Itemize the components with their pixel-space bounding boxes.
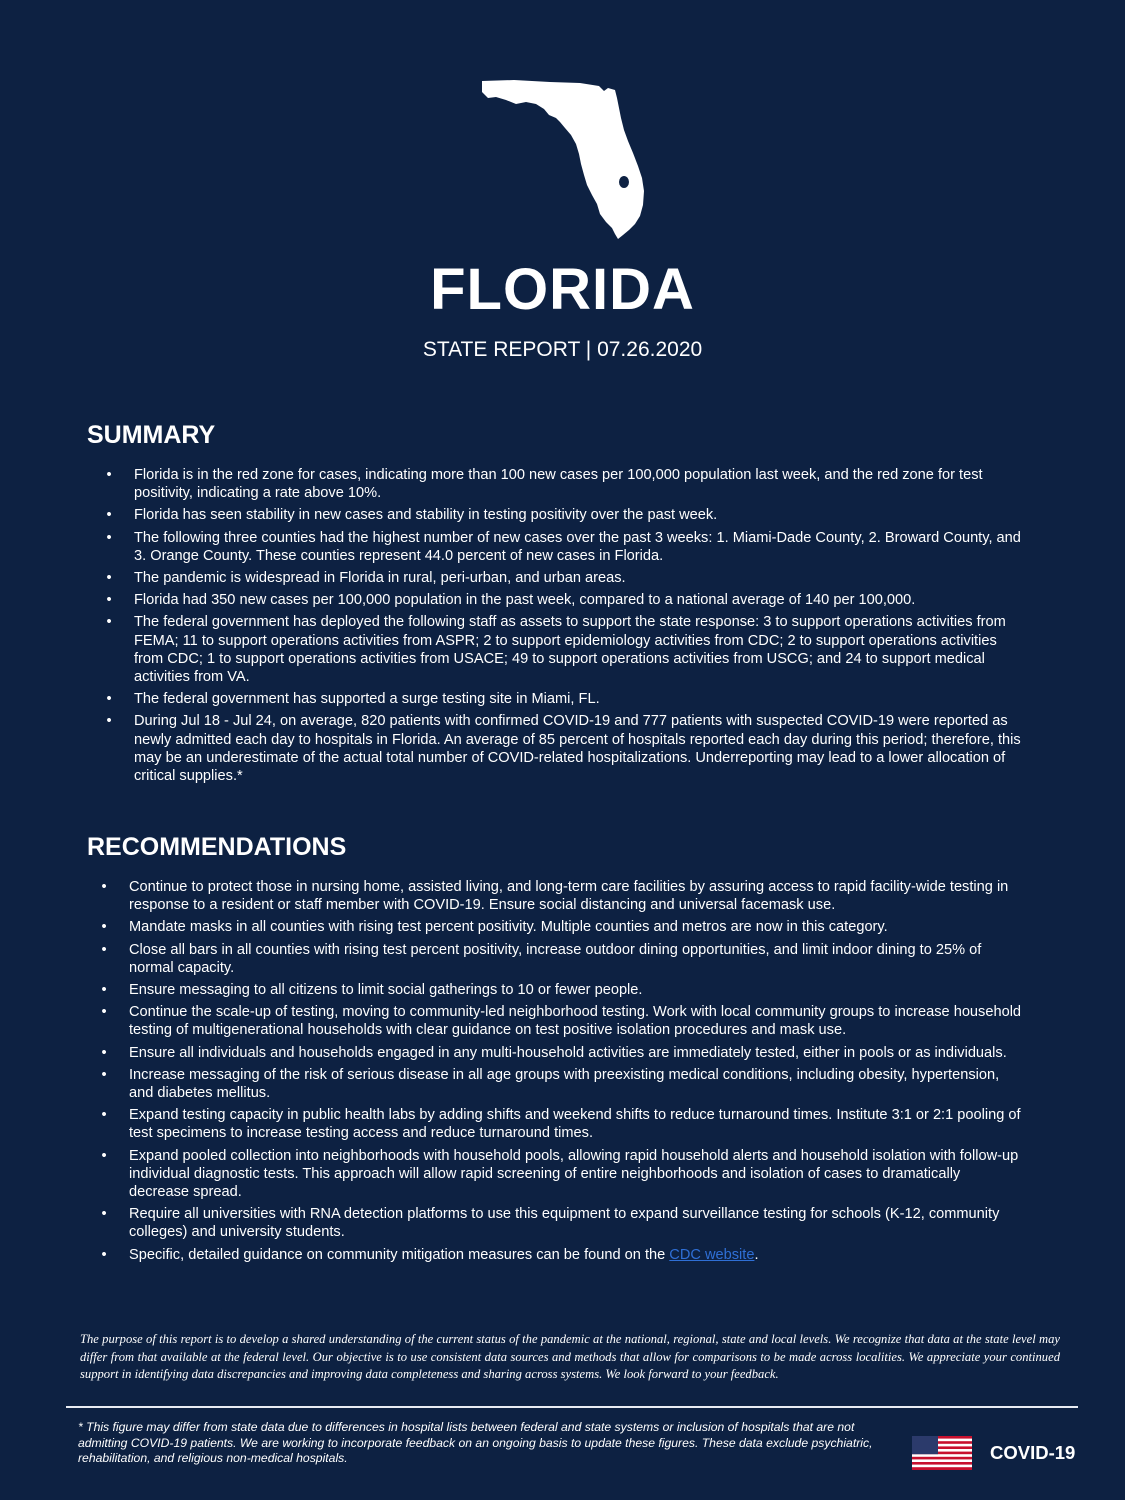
list-item bbox=[104, 569, 1024, 587]
bullet-icon: • bbox=[101, 1004, 107, 1021]
bullet-icon: • bbox=[106, 467, 112, 483]
list-item bbox=[99, 1246, 1024, 1264]
list-item bbox=[104, 690, 1024, 708]
recommendation-item-end: . bbox=[754, 1246, 759, 1263]
recommendation-item-text: Expand pooled collection into neighborhoods with household pools, allowing rapid household alerts and household isolation with follow-up individual diagnostic tests. This approach will allow rapid screening of entire neighborhoods and isolation of cases to dramatically decrease spread. bbox=[129, 1147, 1019, 1201]
bullet-icon: • bbox=[101, 1044, 107, 1061]
bullet-icon: • bbox=[106, 570, 112, 587]
summary-item-text: The federal government has deployed the following staff as assets to support the state response: 3 to support operations activities from FEMA; 11 to support operations activities from ASPR; 2 to support epidemiology activities from CDC; 2 to support operations activities from CDC; 1 to support operations activities from USACE; 49 to support operations activities from USCG; and 24 to support medical activities from VA. bbox=[134, 614, 1006, 686]
recommendations-heading: RECOMMENDATIONS bbox=[87, 833, 347, 861]
report-subtitle: STATE REPORT | 07.26.2020 bbox=[422, 338, 703, 361]
summary-item-text: Florida has seen stability in new cases and stability in testing positivity over the past week. bbox=[134, 507, 718, 524]
bullet-icon: • bbox=[106, 592, 112, 609]
list-item bbox=[104, 712, 1024, 785]
cdc-website-link[interactable]: CDC website bbox=[669, 1246, 755, 1263]
report-purpose-statement: The purpose of this report is to develop a shared understanding of the current status of the pandemic at the national, regional, state and local levels. We recognize that data at the state level may differ from that available at the federal level. Our objective is to use consistent data sources and methods that allow for comparisons to be made across localities. We appreciate your continued support in identifying data discrepancies and improving data completeness and sharing across systems. We look forward to your feedback. bbox=[80, 1332, 1060, 1381]
recommendation-item-text: Close all bars in all counties with rising test percent positivity, increase outdoor dining opportunities, and limit indoor dining to 25% of normal capacity. bbox=[129, 941, 982, 976]
bullet-icon: • bbox=[101, 1206, 107, 1223]
recommendation-item-text: Continue the scale-up of testing, moving to community-led neighborhood testing. Work with local community groups to increase household testing of multigenerational households with clear guidance on test positive isolation procedures and mask use. bbox=[129, 1004, 1022, 1039]
bullet-icon: • bbox=[106, 529, 112, 546]
bullet-icon: • bbox=[106, 614, 112, 631]
bullet-icon: • bbox=[106, 507, 112, 524]
bullet-icon: • bbox=[101, 1066, 107, 1083]
summary-item-text: Florida is in the red zone for cases, indicating more than 100 new cases per 100,000 population last week, and the red zone for test positivity, indicating a rate above 10%. bbox=[134, 467, 983, 502]
summary-item-text: The following three counties had the highest number of new cases over the past 3 weeks: 1. Miami-Dade County, 2. Broward County, and 3. Orange County. These counties represent 44.0 percent of new cases in Florida. bbox=[134, 529, 1021, 564]
list-item bbox=[104, 466, 1024, 502]
hospital-data-footnote: * This figure may differ from state data due to differences in hospital lists between federal and state systems or inclusion of hospitals that are not admitting COVID-19 patients. We are working to incorporate feedback on an ongoing basis to update these figures. These data exclude psychiatric, rehabilitation, and religious non-medical hospitals. bbox=[78, 1420, 873, 1466]
list-item bbox=[99, 981, 1024, 999]
list-item bbox=[99, 1106, 1024, 1142]
list-item bbox=[104, 529, 1024, 565]
us-flag-svg bbox=[912, 1436, 972, 1470]
bullet-icon: • bbox=[101, 1246, 107, 1263]
recommendation-item-text: Expand testing capacity in public health labs by adding shifts and weekend shifts to reduce turnaround times. Institute 3:1 or 2:1 pooling of test specimens to increase testing access and reduce turnaround times. bbox=[129, 1107, 1021, 1142]
recommendation-item-text: Ensure messaging to all citizens to limit social gatherings to 10 or fewer people. bbox=[129, 982, 643, 999]
bullet-icon: • bbox=[101, 1147, 107, 1164]
list-item bbox=[99, 1147, 1024, 1202]
list-item bbox=[104, 613, 1024, 686]
bullet-icon: • bbox=[101, 941, 107, 958]
covid-19-label: COVID-19 bbox=[990, 1442, 1076, 1463]
florida-outline-svg bbox=[478, 78, 648, 243]
recommendation-item-text: Mandate masks in all counties with rising test percent positivity. Multiple counties and metros are now in this category. bbox=[129, 919, 888, 936]
list-item bbox=[99, 1044, 1024, 1062]
bullet-icon: • bbox=[101, 982, 107, 999]
summary-list bbox=[104, 466, 1024, 789]
list-item bbox=[104, 591, 1024, 609]
summary-heading: SUMMARY bbox=[87, 421, 216, 449]
recommendation-item-text: Ensure all individuals and households engaged in any multi-household activities are immediately tested, either in pools or as individuals. bbox=[129, 1044, 1007, 1061]
summary-item-text: During Jul 18 - Jul 24, on average, 820 patients with confirmed COVID-19 and 777 patients with suspected COVID-19 were reported as newly admitted each day to hospitals in Florida. An average of 85 percent of hospitals reported each day during this period; therefore, this may be an underestimate of the actual total number of COVID-related hospitalizations. Underreporting may lead to a lower allocation of critical supplies.* bbox=[134, 713, 1021, 785]
recommendation-item-text: Specific, detailed guidance on community mitigation measures can be found on the bbox=[129, 1246, 670, 1263]
us-flag-icon bbox=[912, 1436, 972, 1470]
footer-divider bbox=[66, 1406, 1078, 1408]
bullet-icon: • bbox=[101, 1107, 107, 1124]
page-title: FLORIDA bbox=[430, 257, 695, 322]
list-item bbox=[99, 941, 1024, 977]
bullet-icon: • bbox=[101, 919, 107, 936]
bullet-icon: • bbox=[106, 713, 112, 730]
list-item bbox=[99, 918, 1024, 936]
summary-item-text: The federal government has supported a surge testing site in Miami, FL. bbox=[134, 691, 600, 708]
bullet-icon: • bbox=[101, 879, 107, 895]
florida-map-icon bbox=[478, 78, 648, 243]
summary-item-text: Florida had 350 new cases per 100,000 population in the past week, compared to a national average of 140 per 100,000. bbox=[134, 592, 916, 609]
list-item bbox=[104, 506, 1024, 524]
list-item bbox=[99, 1066, 1024, 1102]
list-item bbox=[99, 878, 1024, 914]
recommendations-list bbox=[99, 878, 1024, 1268]
recommendation-item-text: Increase messaging of the risk of serious disease in all age groups with preexisting medical conditions, including obesity, hypertension, and diabetes mellitus. bbox=[129, 1066, 1000, 1102]
recommendation-item-text: Continue to protect those in nursing home, assisted living, and long-term care facilities by assuring access to rapid facility-wide testing in response to a resident or staff member with COVID-19. Ensure social distancing and universal facemask use. bbox=[129, 879, 1009, 914]
recommendation-item-text: Require all universities with RNA detection platforms to use this equipment to expand surveillance testing for schools (K-12, community colleges) and university students. bbox=[129, 1206, 1000, 1241]
summary-item-text: The pandemic is widespread in Florida in rural, peri-urban, and urban areas. bbox=[134, 570, 626, 587]
list-item bbox=[99, 1003, 1024, 1039]
list-item bbox=[99, 1205, 1024, 1241]
bullet-icon: • bbox=[106, 691, 112, 708]
